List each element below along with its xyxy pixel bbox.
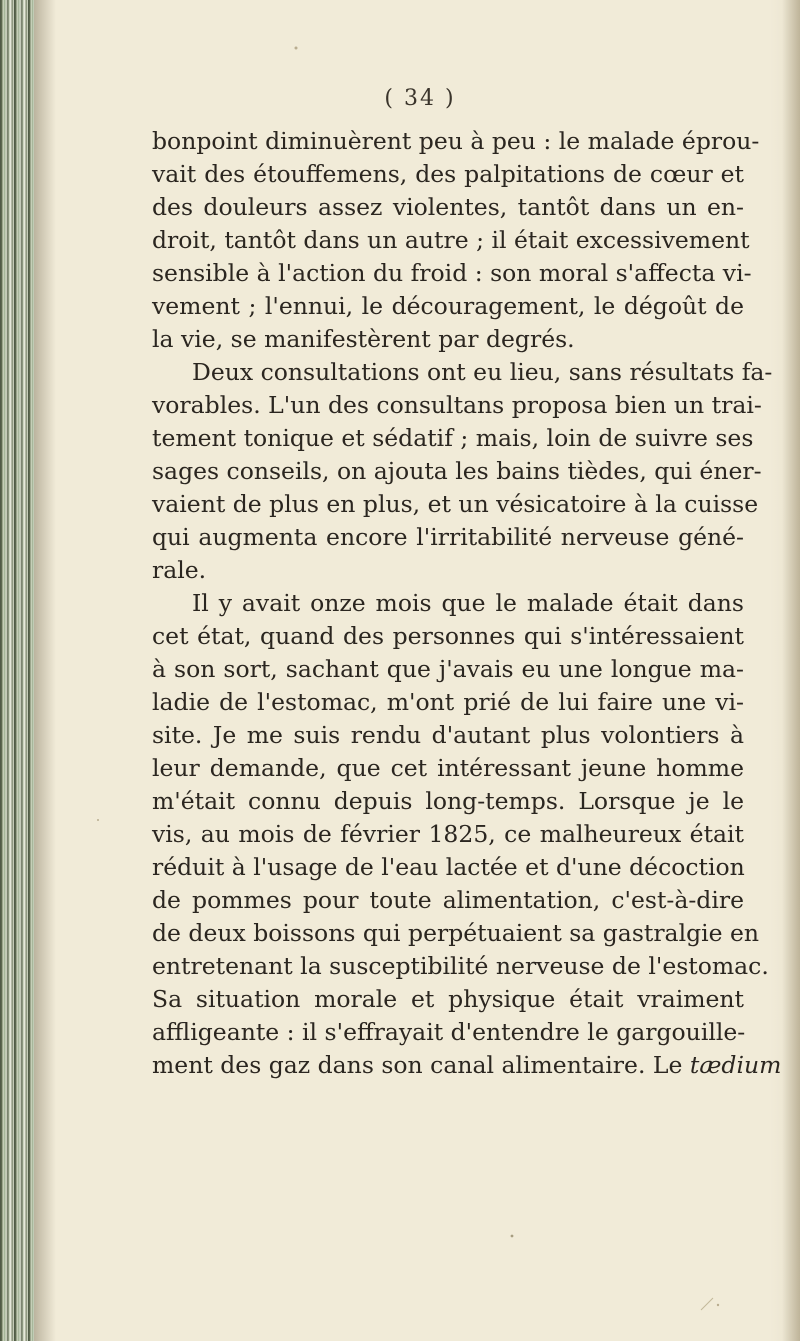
paper-speck [295, 47, 298, 50]
text-line: vait des étouffemens, des palpitations de cœur et [152, 160, 744, 188]
text-line: tement tonique et sédatif ; mais, loin de suivre ses [152, 424, 754, 452]
binding-gutter [0, 0, 34, 1341]
catchword-italic: tædium [689, 1051, 782, 1079]
text-line: entretenant la susceptibilité nerveuse de l'estomac. [152, 952, 769, 980]
text-line: Sa situation morale et physique était vraiment [152, 985, 744, 1013]
final-text-line [152, 1049, 782, 1082]
text-line: droit, tantôt dans un autre ; il était excessivement [152, 226, 750, 254]
paragraph-end-line: rale. [152, 556, 207, 584]
text-line: vorables. L'un des consultans proposa bien un trai- [152, 391, 762, 419]
text-line: vis, au mois de février 1825, ce malheureux était [152, 820, 744, 848]
text-line: site. Je me suis rendu d'autant plus volontiers à [152, 721, 744, 749]
paper-speck [97, 819, 99, 821]
text-line: à son sort, sachant que j'avais eu une longue ma- [152, 655, 744, 683]
paper-speck [511, 1235, 514, 1238]
paragraph-start-line: Deux consultations ont eu lieu, sans résultats fa- [192, 358, 773, 386]
page-number: ( 34 ) [384, 86, 456, 111]
text-line: m'était connu depuis long-temps. Lorsque je le [152, 787, 744, 815]
final-line-text: ment des gaz dans son canal alimentaire. Le [152, 1051, 683, 1079]
text-line: sages conseils, on ajouta les bains tièdes, qui éner- [152, 457, 762, 485]
text-line: bonpoint diminuèrent peu à peu : le malade éprou- [152, 127, 760, 155]
text-line: de deux boissons qui perpétuaient sa gastralgie en [152, 919, 760, 947]
paragraph-end-line: la vie, se manifestèrent par degrés. [152, 325, 575, 353]
paper-speck [717, 1304, 719, 1306]
text-line: réduit à l'usage de l'eau lactée et d'une décoction [152, 853, 745, 881]
text-line: de pommes pour toute alimentation, c'est-à-dire [152, 886, 744, 914]
paper-scratch [701, 1298, 713, 1310]
page-edge [782, 0, 800, 1341]
text-line: qui augmenta encore l'irritabilité nerveuse géné- [152, 523, 744, 551]
text-line: ladie de l'estomac, m'ont prié de lui faire une vi- [152, 688, 744, 716]
text-line: affligeante : il s'effrayait d'entendre le gargouille- [152, 1018, 746, 1046]
text-line: cet état, quand des personnes qui s'intéressaient [152, 622, 744, 650]
paragraph-start-line: Il y avait onze mois que le malade était dans [192, 589, 744, 617]
text-line: sensible à l'action du froid : son moral s'affecta vi- [152, 259, 752, 287]
text-line: vement ; l'ennui, le découragement, le dégoût de [152, 292, 744, 320]
gutter-shadow [34, 0, 56, 1341]
text-line: vaient de plus en plus, et un vésicatoire à la cuisse [152, 490, 759, 518]
text-line: leur demande, que cet intéressant jeune homme [152, 754, 744, 782]
text-line: des douleurs assez violentes, tantôt dans un en- [152, 193, 744, 221]
body-text [152, 125, 782, 1082]
